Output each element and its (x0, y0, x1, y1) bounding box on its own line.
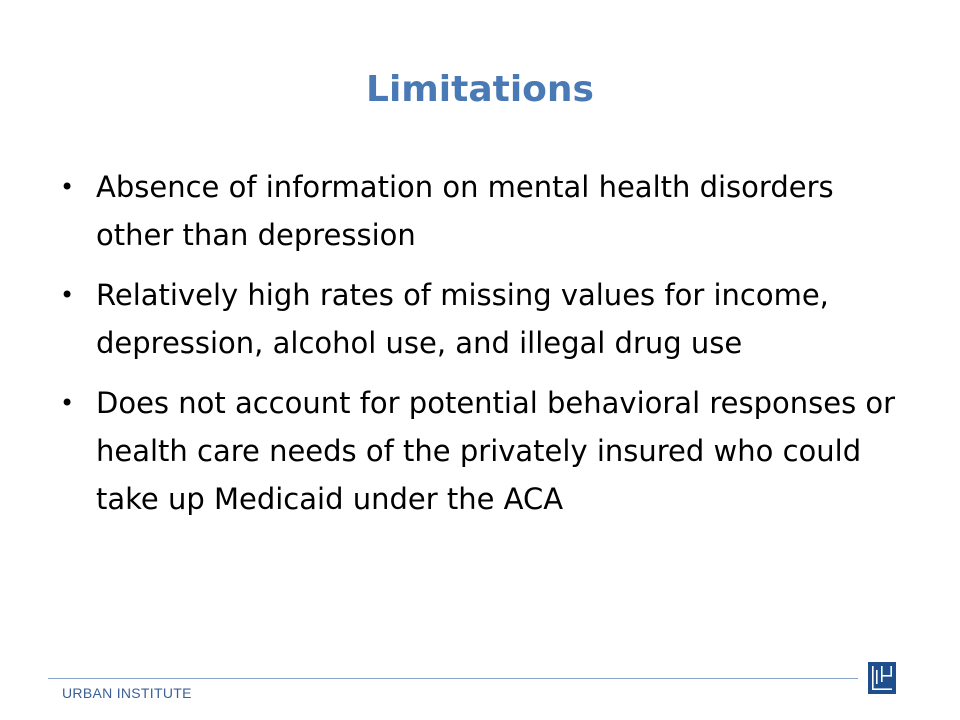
bullet-list (60, 163, 910, 535)
bullet-item-behavioral-responses (60, 379, 910, 523)
bullet-item-missing-values (60, 271, 910, 367)
slide-title: Limitations (366, 69, 594, 110)
footer-divider (48, 678, 858, 679)
bullet-dot-icon: • (60, 281, 75, 309)
bullet-dot-icon: • (60, 389, 75, 417)
bullet-text: Absence of information on mental health disorders other than depression (96, 170, 834, 252)
bullet-item-absence-of-information (60, 163, 910, 259)
bullet-dot-icon: • (60, 173, 75, 201)
footer-org-name: URBAN INSTITUTE (62, 685, 192, 701)
urban-institute-logo-icon (868, 662, 896, 694)
bullet-text: Relatively high rates of missing values for income, depression, alcohol use, and illegal drug use (96, 278, 829, 360)
bullet-text: Does not account for potential behavioral responses or health care needs of the privately insured who could take up Medicaid under the ACA (96, 386, 896, 516)
